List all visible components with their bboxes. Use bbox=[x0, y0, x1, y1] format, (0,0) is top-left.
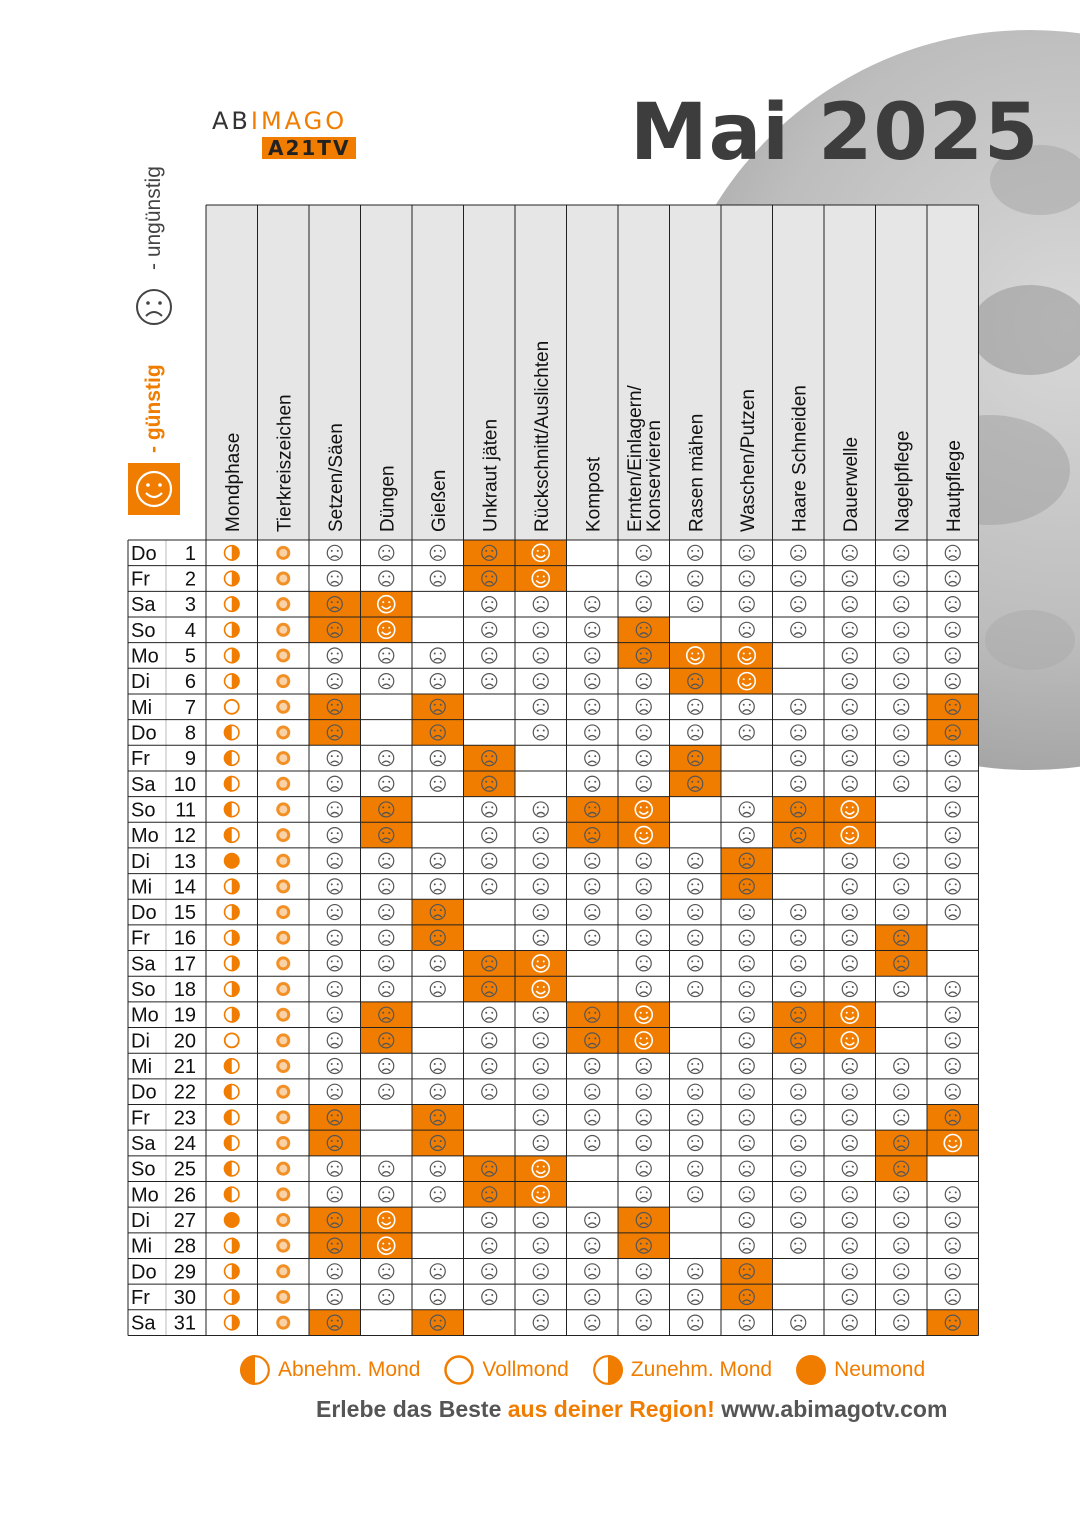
ram-icon bbox=[276, 1162, 290, 1176]
crab-icon bbox=[276, 725, 290, 739]
weekday-cell: Sa bbox=[131, 1133, 156, 1156]
archer-icon bbox=[276, 956, 290, 970]
day-number-cell: 16 bbox=[173, 927, 196, 950]
favorable-cell bbox=[361, 1028, 413, 1054]
weekday-cell: Fr bbox=[131, 748, 150, 771]
favorable-cell bbox=[412, 1130, 464, 1156]
weekday-cell: Mi bbox=[131, 1056, 153, 1079]
day-number-cell: 22 bbox=[173, 1081, 196, 1104]
moon-phase-vollmond-icon bbox=[442, 1353, 476, 1387]
legend-item bbox=[794, 1353, 925, 1387]
favorable-cell bbox=[309, 1310, 361, 1336]
goat-icon bbox=[276, 1033, 290, 1047]
favorable-cell bbox=[309, 1105, 361, 1131]
fish-icon bbox=[276, 1136, 290, 1150]
day-number-cell: 29 bbox=[173, 1261, 196, 1284]
moon-phase-neumond-icon bbox=[224, 1212, 240, 1228]
legend-label: Abnehm. Mond bbox=[278, 1358, 421, 1381]
day-number-cell: 23 bbox=[173, 1107, 196, 1130]
scorpion-icon bbox=[276, 905, 290, 919]
day-number-cell: 4 bbox=[184, 619, 196, 642]
ram-icon bbox=[276, 1187, 290, 1201]
weekday-cell: Fr bbox=[131, 568, 150, 591]
favorable-cell bbox=[309, 617, 361, 643]
day-number-cell: 17 bbox=[173, 953, 196, 976]
favorable-cell bbox=[464, 1156, 516, 1182]
crab-icon bbox=[276, 1316, 290, 1330]
favorable-cell bbox=[927, 694, 979, 720]
weekday-cell: Sa bbox=[131, 953, 156, 976]
moon-phase-vollmond-icon bbox=[225, 1033, 239, 1047]
favorable-cell bbox=[412, 1310, 464, 1336]
moon-phase-legend bbox=[238, 1353, 947, 1387]
favorable-cell bbox=[567, 1002, 619, 1028]
favorable-cell bbox=[567, 797, 619, 823]
column-header: Hautpflege bbox=[943, 440, 965, 532]
favorable-cell bbox=[876, 1156, 928, 1182]
day-number-cell: 7 bbox=[184, 696, 196, 719]
archer-icon bbox=[276, 982, 290, 996]
day-number-cell: 3 bbox=[184, 594, 196, 617]
weekday-cell: Fr bbox=[131, 1286, 150, 1309]
day-number-cell: 10 bbox=[173, 773, 196, 796]
day-number-cell: 27 bbox=[173, 1209, 196, 1232]
day-number-cell: 14 bbox=[173, 876, 196, 899]
goat-icon bbox=[276, 1008, 290, 1022]
virgin-icon bbox=[276, 802, 290, 816]
favorable-cell bbox=[773, 1028, 825, 1054]
day-number-cell: 19 bbox=[173, 1004, 196, 1027]
day-number-cell: 5 bbox=[184, 645, 196, 668]
favorable-cell bbox=[876, 1130, 928, 1156]
favorable-cell bbox=[361, 822, 413, 848]
scales-icon bbox=[276, 854, 290, 868]
water-bearer-icon bbox=[276, 1059, 290, 1073]
favorable-cell bbox=[464, 566, 516, 592]
favorable-cell bbox=[670, 745, 722, 771]
bull-icon bbox=[276, 1213, 290, 1227]
day-number-cell: 25 bbox=[173, 1158, 196, 1181]
day-number-cell: 6 bbox=[184, 671, 196, 694]
twins-icon bbox=[276, 648, 290, 662]
day-number-cell: 20 bbox=[173, 1030, 196, 1053]
column-header: Nagelpflege bbox=[892, 430, 914, 532]
weekday-cell: Do bbox=[131, 902, 157, 925]
column-header: Tierkreiszeichen bbox=[274, 394, 296, 532]
weekday-cell: Mo bbox=[131, 645, 159, 668]
day-number-cell: 8 bbox=[184, 722, 196, 745]
column-header: Setzen/Säen bbox=[325, 423, 347, 532]
favorable-cell bbox=[618, 643, 670, 669]
legend-label: Vollmond bbox=[482, 1358, 569, 1381]
favorable-cell bbox=[927, 720, 979, 746]
bull-icon bbox=[276, 597, 290, 611]
day-number-cell: 15 bbox=[173, 902, 196, 925]
weekday-cell: Mo bbox=[131, 825, 159, 848]
weekday-cell: Di bbox=[131, 671, 150, 694]
column-header: Kompost bbox=[583, 457, 605, 532]
favorable-cell bbox=[309, 720, 361, 746]
weekday-cell: Do bbox=[131, 1081, 157, 1104]
favorable-cell bbox=[773, 822, 825, 848]
weekday-cell: Fr bbox=[131, 927, 150, 950]
ram-icon bbox=[276, 571, 290, 585]
footer-slogan: Erlebe das Beste aus deiner Region! www.abimagotv.com bbox=[316, 1396, 948, 1422]
weekday-cell: Do bbox=[131, 1261, 157, 1284]
moon-phase-zunehmend-icon bbox=[591, 1353, 625, 1387]
weekday-cell: Sa bbox=[131, 773, 156, 796]
day-number-cell: 2 bbox=[184, 568, 196, 591]
unfavorable-label: - ungünstig bbox=[142, 166, 165, 270]
day-number-cell: 11 bbox=[175, 799, 196, 822]
day-number-cell: 28 bbox=[173, 1235, 196, 1258]
legend-label: Zunehm. Mond bbox=[630, 1358, 773, 1381]
day-number-cell: 12 bbox=[173, 825, 196, 848]
column-header: Mondphase bbox=[222, 432, 244, 532]
favorable-cell bbox=[464, 976, 516, 1002]
weekday-cell: Mi bbox=[131, 1235, 153, 1258]
column-header: Waschen/Putzen bbox=[737, 389, 759, 532]
favorable-cell bbox=[309, 591, 361, 617]
favorable-cell bbox=[721, 1258, 773, 1284]
favorable-cell bbox=[309, 1207, 361, 1233]
scales-icon bbox=[276, 879, 290, 893]
legend-item bbox=[442, 1353, 568, 1387]
favorable-cell bbox=[567, 1028, 619, 1054]
favorable-cell bbox=[412, 925, 464, 951]
favorable-cell bbox=[361, 797, 413, 823]
favorable-cell bbox=[721, 1284, 773, 1310]
weekday-cell: Di bbox=[131, 1209, 150, 1232]
weekday-cell: Di bbox=[131, 850, 150, 873]
legend-item bbox=[591, 1353, 772, 1387]
day-number-cell: 1 bbox=[184, 542, 196, 565]
scorpion-icon bbox=[276, 931, 290, 945]
favorable-cell bbox=[567, 822, 619, 848]
column-header: Gießen bbox=[428, 469, 450, 532]
moon-phase-neumond-icon bbox=[794, 1353, 828, 1387]
legend-label: Neumond bbox=[834, 1358, 926, 1381]
day-number-cell: 24 bbox=[173, 1133, 196, 1156]
weekday-cell: Sa bbox=[131, 594, 156, 617]
favorable-cell bbox=[721, 874, 773, 900]
day-number-cell: 31 bbox=[173, 1312, 196, 1335]
favorable-cell bbox=[464, 540, 516, 566]
moon-phase-vollmond-icon bbox=[225, 700, 239, 714]
favorable-cell bbox=[412, 899, 464, 925]
day-number-cell: 30 bbox=[173, 1286, 196, 1309]
twins-icon bbox=[276, 1264, 290, 1278]
day-number-cell: 21 bbox=[173, 1056, 196, 1079]
weekday-cell: So bbox=[131, 619, 156, 642]
moon-phase-neumond-icon bbox=[224, 853, 240, 869]
twins-icon bbox=[276, 674, 290, 688]
day-number-cell: 13 bbox=[173, 850, 196, 873]
page-title: Mai 2025 bbox=[630, 88, 1040, 178]
column-header: Dauerwelle bbox=[840, 436, 862, 532]
favorable-cell bbox=[464, 951, 516, 977]
weekday-cell: Do bbox=[131, 542, 157, 565]
favorable-cell bbox=[309, 1233, 361, 1259]
favorable-cell bbox=[927, 1310, 979, 1336]
column-header: Haare Schneiden bbox=[789, 385, 811, 532]
weekday-cell: Do bbox=[131, 722, 157, 745]
bull-icon bbox=[276, 1239, 290, 1253]
weekday-cell: Mi bbox=[131, 696, 153, 719]
twins-icon bbox=[276, 1290, 290, 1304]
fish-icon bbox=[276, 1110, 290, 1124]
lion-icon bbox=[276, 777, 290, 791]
favorable-label: - günstig bbox=[142, 364, 165, 453]
weekday-cell: So bbox=[131, 979, 156, 1002]
favorable-cell bbox=[670, 771, 722, 797]
day-number-cell: 18 bbox=[173, 979, 196, 1002]
moon-phase-abnehmend-icon bbox=[238, 1353, 272, 1387]
favorable-cell bbox=[361, 1002, 413, 1028]
column-header: Düngen bbox=[377, 465, 399, 532]
weekday-cell: So bbox=[131, 799, 156, 822]
weekday-cell: Mo bbox=[131, 1184, 159, 1207]
virgin-icon bbox=[276, 828, 290, 842]
favorable-cell bbox=[927, 1105, 979, 1131]
favorable-cell bbox=[464, 745, 516, 771]
favorable-cell bbox=[412, 1105, 464, 1131]
favorable-cell bbox=[618, 1207, 670, 1233]
favorable-cell bbox=[309, 694, 361, 720]
lion-icon bbox=[276, 751, 290, 765]
column-header: Rasen mähen bbox=[686, 413, 708, 532]
favorable-cell bbox=[876, 925, 928, 951]
favorable-cell bbox=[309, 1130, 361, 1156]
water-bearer-icon bbox=[276, 1085, 290, 1099]
column-header: Ernten/Einlagern/Konservieren bbox=[624, 385, 665, 532]
column-header: Unkraut jäten bbox=[480, 418, 502, 532]
favorable-cell bbox=[721, 848, 773, 874]
day-number-cell: 9 bbox=[184, 748, 196, 771]
weekday-cell: Mi bbox=[131, 876, 153, 899]
favorable-cell bbox=[464, 771, 516, 797]
favorable-cell bbox=[464, 1182, 516, 1208]
favorable-cell bbox=[618, 617, 670, 643]
favorable-cell bbox=[618, 1233, 670, 1259]
ram-icon bbox=[276, 546, 290, 560]
favorable-cell bbox=[670, 668, 722, 694]
smiley-icon bbox=[128, 463, 180, 515]
favorable-cell bbox=[773, 797, 825, 823]
weekday-cell: Mo bbox=[131, 1004, 159, 1027]
bull-icon bbox=[276, 623, 290, 637]
abimago-logo: ABIMAGO A21TV bbox=[212, 108, 356, 160]
legend-item bbox=[238, 1353, 420, 1387]
weekday-cell: Sa bbox=[131, 1312, 156, 1335]
favorable-cell bbox=[412, 720, 464, 746]
weekday-cell: Fr bbox=[131, 1107, 150, 1130]
frown-icon bbox=[134, 287, 174, 327]
crab-icon bbox=[276, 700, 290, 714]
day-number-cell: 26 bbox=[173, 1184, 196, 1207]
weekday-cell: Di bbox=[131, 1030, 150, 1053]
weekday-cell: So bbox=[131, 1158, 156, 1181]
column-header: Rückschnitt/Auslichten bbox=[531, 340, 553, 532]
favorable-cell bbox=[412, 694, 464, 720]
favorable-cell bbox=[773, 1002, 825, 1028]
favorable-cell bbox=[876, 951, 928, 977]
